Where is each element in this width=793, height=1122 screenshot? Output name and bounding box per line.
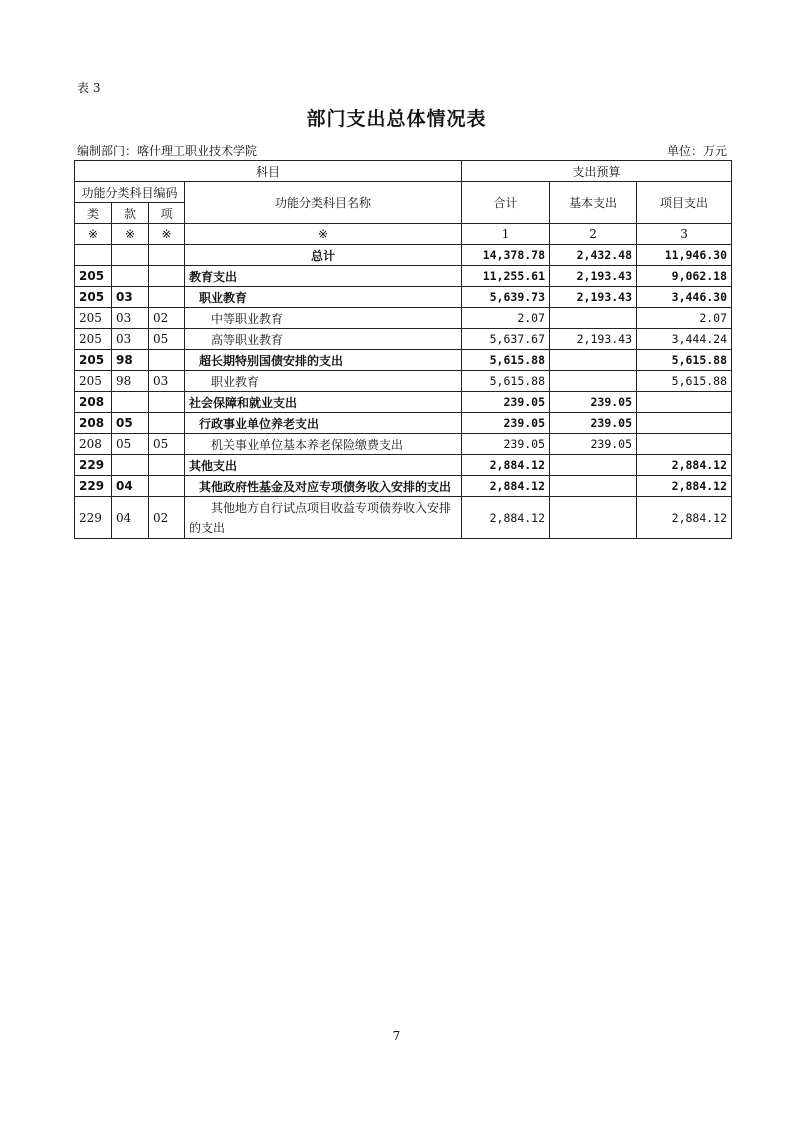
kuan-cell xyxy=(112,245,149,266)
lei-cell: 205 xyxy=(75,266,112,287)
name-cell: 职业教育 xyxy=(185,371,462,392)
name-cell: 教育支出 xyxy=(185,266,462,287)
xiang-cell xyxy=(149,287,185,308)
basic-cell: 239.05 xyxy=(550,392,637,413)
kuan-cell xyxy=(112,266,149,287)
kuan-cell: 98 xyxy=(112,350,149,371)
project-cell: 2.07 xyxy=(637,308,732,329)
kuan-cell: 03 xyxy=(112,329,149,350)
kuan-cell: 03 xyxy=(112,308,149,329)
project-cell: 3,444.24 xyxy=(637,329,732,350)
header-name: 功能分类科目名称 xyxy=(185,182,462,224)
kuan-cell: 04 xyxy=(112,476,149,497)
basic-cell: 2,193.43 xyxy=(550,287,637,308)
lei-cell: 229 xyxy=(75,497,112,539)
mark-cell: ※ xyxy=(112,224,149,245)
lei-cell: 229 xyxy=(75,476,112,497)
name-cell: 职业教育 xyxy=(185,287,462,308)
mark-cell: ※ xyxy=(149,224,185,245)
project-cell: 2,884.12 xyxy=(637,455,732,476)
table-row xyxy=(75,413,732,434)
col-number-1: 1 xyxy=(462,224,550,245)
table-row xyxy=(75,476,732,497)
table-row xyxy=(75,497,732,539)
table-row xyxy=(75,434,732,455)
total-cell: 2,884.12 xyxy=(462,497,550,539)
compiling-department: 编制部门：喀什理工职业技术学院 xyxy=(77,144,258,158)
name-cell: 总计 xyxy=(185,245,462,266)
page-number: 7 xyxy=(392,1029,401,1043)
lei-cell: 208 xyxy=(75,392,112,413)
project-cell: 11,946.30 xyxy=(637,245,732,266)
header-project: 项目支出 xyxy=(637,182,732,224)
lei-cell: 205 xyxy=(75,371,112,392)
table-row-grand-total xyxy=(75,245,732,266)
kuan-cell: 98 xyxy=(112,371,149,392)
col-number-2: 2 xyxy=(550,224,637,245)
name-cell: 高等职业教育 xyxy=(185,329,462,350)
header-kuan: 款 xyxy=(112,203,149,224)
kuan-cell xyxy=(112,455,149,476)
kuan-cell: 05 xyxy=(112,434,149,455)
basic-cell xyxy=(550,350,637,371)
project-cell xyxy=(637,434,732,455)
lei-cell: 205 xyxy=(75,350,112,371)
kuan-cell: 04 xyxy=(112,497,149,539)
table-label: 表 3 xyxy=(77,81,101,95)
table-row xyxy=(75,308,732,329)
header-kemu: 科目 xyxy=(75,161,462,182)
table-row xyxy=(75,287,732,308)
total-cell: 239.05 xyxy=(462,434,550,455)
page-title: 部门支出总体情况表 xyxy=(306,108,487,130)
name-cell: 其他地方自行试点项目收益专项债券收入安排的支出 xyxy=(185,497,462,539)
table-row xyxy=(75,392,732,413)
project-cell: 2,884.12 xyxy=(637,476,732,497)
xiang-cell xyxy=(149,266,185,287)
basic-cell xyxy=(550,497,637,539)
lei-cell: 229 xyxy=(75,455,112,476)
lei-cell: 205 xyxy=(75,329,112,350)
table-row xyxy=(75,371,732,392)
xiang-cell xyxy=(149,392,185,413)
header-xiang: 项 xyxy=(149,203,185,224)
name-cell: 社会保障和就业支出 xyxy=(185,392,462,413)
kuan-cell: 03 xyxy=(112,287,149,308)
xiang-cell xyxy=(149,245,185,266)
name-cell: 中等职业教育 xyxy=(185,308,462,329)
xiang-cell: 05 xyxy=(149,434,185,455)
xiang-cell: 02 xyxy=(149,497,185,539)
header-budget: 支出预算 xyxy=(462,161,732,182)
name-cell: 其他支出 xyxy=(185,455,462,476)
kuan-cell xyxy=(112,392,149,413)
xiang-cell xyxy=(149,476,185,497)
table-row xyxy=(75,455,732,476)
name-cell: 机关事业单位基本养老保险缴费支出 xyxy=(185,434,462,455)
project-cell: 5,615.88 xyxy=(637,350,732,371)
project-cell xyxy=(637,392,732,413)
total-cell: 2,884.12 xyxy=(462,455,550,476)
basic-cell: 2,193.43 xyxy=(550,329,637,350)
header-basic: 基本支出 xyxy=(550,182,637,224)
lei-cell: 208 xyxy=(75,413,112,434)
name-cell: 其他政府性基金及对应专项债务收入安排的支出 xyxy=(185,476,462,497)
xiang-cell xyxy=(149,350,185,371)
basic-cell xyxy=(550,371,637,392)
total-cell: 5,615.88 xyxy=(462,350,550,371)
xiang-cell xyxy=(149,455,185,476)
basic-cell: 239.05 xyxy=(550,413,637,434)
basic-cell xyxy=(550,308,637,329)
total-cell: 2,884.12 xyxy=(462,476,550,497)
col-number-3: 3 xyxy=(637,224,732,245)
project-cell: 5,615.88 xyxy=(637,371,732,392)
project-cell: 9,062.18 xyxy=(637,266,732,287)
basic-cell: 2,432.48 xyxy=(550,245,637,266)
total-cell: 239.05 xyxy=(462,392,550,413)
total-cell: 11,255.61 xyxy=(462,266,550,287)
xiang-cell: 03 xyxy=(149,371,185,392)
name-cell: 行政事业单位养老支出 xyxy=(185,413,462,434)
table-row xyxy=(75,329,732,350)
kuan-cell: 05 xyxy=(112,413,149,434)
table-row xyxy=(75,266,732,287)
project-cell: 3,446.30 xyxy=(637,287,732,308)
total-cell: 239.05 xyxy=(462,413,550,434)
total-cell: 5,639.73 xyxy=(462,287,550,308)
basic-cell xyxy=(550,476,637,497)
lei-cell: 205 xyxy=(75,308,112,329)
expenditure-table xyxy=(74,160,732,539)
header-lei: 类 xyxy=(75,203,112,224)
basic-cell: 239.05 xyxy=(550,434,637,455)
basic-cell: 2,193.43 xyxy=(550,266,637,287)
total-cell: 2.07 xyxy=(462,308,550,329)
unit-label: 单位：万元 xyxy=(666,144,727,158)
table-row xyxy=(75,350,732,371)
header-total: 合计 xyxy=(462,182,550,224)
header-code-group: 功能分类科目编码 xyxy=(75,182,185,203)
total-cell: 5,615.88 xyxy=(462,371,550,392)
project-cell xyxy=(637,413,732,434)
xiang-cell: 02 xyxy=(149,308,185,329)
mark-cell: ※ xyxy=(75,224,112,245)
mark-cell: ※ xyxy=(185,224,462,245)
xiang-cell xyxy=(149,413,185,434)
project-cell: 2,884.12 xyxy=(637,497,732,539)
basic-cell xyxy=(550,455,637,476)
lei-cell: 208 xyxy=(75,434,112,455)
name-cell: 超长期特别国债安排的支出 xyxy=(185,350,462,371)
lei-cell xyxy=(75,245,112,266)
total-cell: 14,378.78 xyxy=(462,245,550,266)
lei-cell: 205 xyxy=(75,287,112,308)
xiang-cell: 05 xyxy=(149,329,185,350)
total-cell: 5,637.67 xyxy=(462,329,550,350)
